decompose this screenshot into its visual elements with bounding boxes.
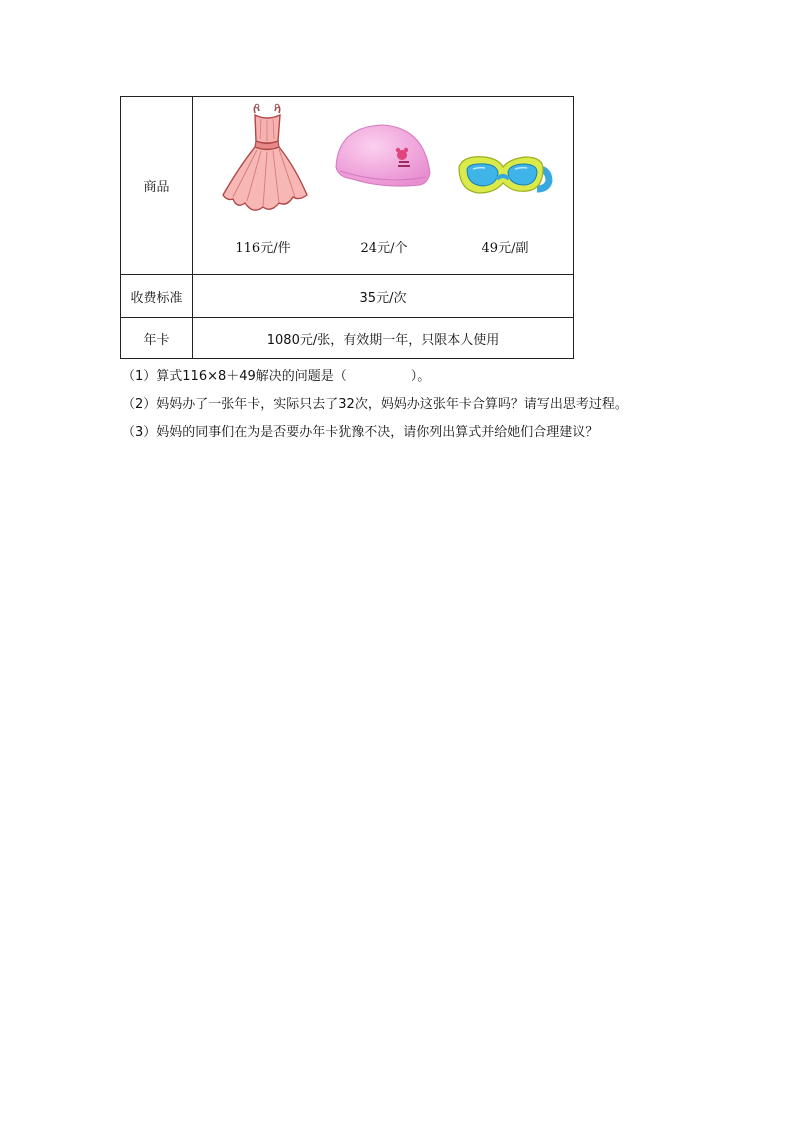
questions — [122, 363, 682, 447]
price-goggles: 49元/副 — [481, 241, 529, 256]
card-label: 年卡 — [121, 318, 193, 359]
question-1-suffix: ）。 — [410, 369, 431, 384]
dress-icon — [203, 97, 323, 227]
fee-label: 收费标准 — [121, 275, 193, 318]
question-3: （3）妈妈的同事们在为是否要办年卡犹豫不决，请你列出算式并给她们合理建议？ — [122, 425, 599, 440]
goods-cell — [193, 97, 574, 275]
question-1-text: （1）算式116×8＋49解决的问题是（ — [122, 369, 347, 384]
fee-value: 35元/次 — [193, 275, 574, 318]
question-1 — [122, 363, 682, 391]
price-swim-cap: 24元/个 — [360, 241, 408, 256]
goods-item-dress — [203, 97, 323, 274]
question-2: （2）妈妈办了一张年卡，实际只去了32次，妈妈办这张年卡合算吗？请写出思考过程。 — [122, 397, 628, 412]
price-dress: 116元/件 — [235, 241, 291, 256]
card-row — [121, 318, 574, 359]
fee-row — [121, 275, 574, 318]
swim-goggles-icon — [445, 97, 565, 227]
goods-label: 商品 — [121, 97, 193, 275]
card-value: 1080元/张，有效期一年，只限本人使用 — [193, 318, 574, 359]
goods-item-goggles — [445, 97, 565, 274]
goods-row — [121, 97, 574, 275]
price-table — [120, 96, 574, 359]
